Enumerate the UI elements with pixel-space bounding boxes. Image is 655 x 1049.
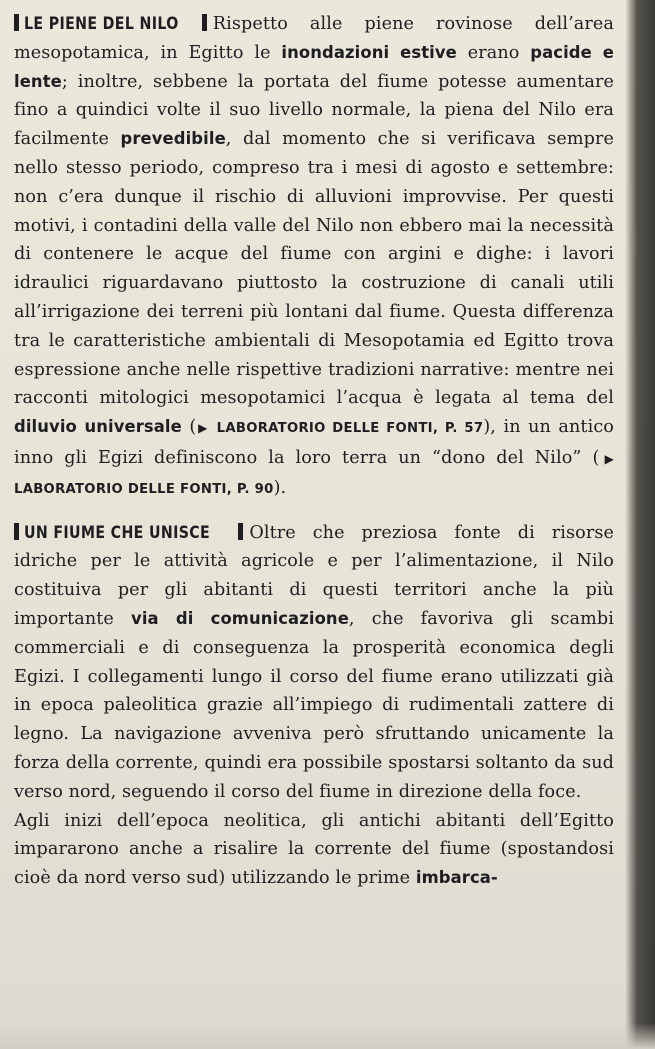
- reference-arrow-icon: ▶: [196, 421, 210, 436]
- body-text: , che favoriva gli scambi commerciali e di conseguenza la prosperità economica degli Egizi. I collegamenti lungo il corso del fiume erano utilizzati già in epoca paleolitica grazie all’impiego di rudimentali zattere di legno. La navigazione avveniva però sfruttando unicamente la forza della corrente, quindi era possibile spostarsi soltanto da sud verso nord, seguendo il corso del fiume in direzione della foce.: [14, 608, 614, 802]
- body-text: , dal momento che si verificava sempre nello stesso periodo, compreso tra i mesi di agosto e settembre: non c’era dunque il rischio di alluvioni improvvise. Per questi motivi, i contadini della valle del Nilo non ebbero mai la necessità di contenere le acque del fiume con argini e dighe: i lavori idraulici riguardavano piuttosto la costruzione di canali utili all’irrigazione dei terreni più lontani dal fiume. Questa differenza tra le caratteristiche ambientali di Mesopotamia ed Egitto trova espressione anche nelle rispettive tradizioni narrative: mentre nei racconti mitologici mesopotamici l’acqua è legata al tema del: [14, 129, 615, 409]
- section-heading: LE PIENE DEL NILO: [24, 14, 179, 33]
- bold-term: via di comunicazione: [131, 608, 349, 628]
- body-text: ).: [273, 477, 287, 498]
- section-heading: UN FIUME CHE UNISCE: [24, 522, 211, 542]
- bold-term: pacide e lente: [14, 42, 614, 91]
- paragraph-fiume-che-unisce: [14, 519, 614, 807]
- body-text: erano: [456, 42, 531, 63]
- bold-term: prevedibile: [120, 129, 226, 149]
- paragraph-piene-del-nilo: [14, 10, 614, 505]
- body-text: (: [181, 417, 197, 438]
- reference-arrow-icon: ▶: [599, 451, 614, 466]
- source-reference: LABORATORIO DELLE FONTI, P. 90: [14, 481, 274, 497]
- body-text: Agli inizi dell’epoca neolitica, gli antichi abitanti dell’Egitto impararono anche a risalire la corrente del fiume (spostandosi cioè da nord verso sud) utilizzando le prime: [14, 810, 614, 889]
- heading-bar-left: [14, 14, 19, 31]
- heading-bar-right: [238, 523, 243, 540]
- bold-term: inondazioni estive: [281, 42, 457, 62]
- paragraph-epoca-neolitica: [14, 807, 614, 893]
- source-reference: LABORATORIO DELLE FONTI, P. 57: [216, 421, 484, 437]
- text-column: [14, 10, 614, 893]
- body-text: ; inoltre, sebbene la portata del fiume potesse aumentare fino a quindici volte il suo livello normale, la piena del Nilo era facilmente: [14, 71, 614, 150]
- bold-term: imbarca-: [415, 868, 498, 888]
- page-bottom-shade: [0, 1023, 655, 1049]
- bold-term: diluvio universale: [14, 417, 182, 437]
- body-text: Rispetto alle piene rovinose dell’area mesopotamica, in Egitto le: [14, 14, 614, 63]
- body-text: ), in un antico inno gli Egizi definiscono la loro terra un “dono del Nilo” (: [14, 417, 614, 468]
- heading-bar-left: [14, 523, 19, 540]
- page-edge-shadow: [625, 0, 655, 1049]
- heading-bar-right: [202, 14, 207, 31]
- body-text: Oltre che preziosa fonte di risorse idriche per le attività agricole e per l’alimentazione, il Nilo costituiva per gli abitanti di questi territori anche la più importante: [14, 522, 614, 629]
